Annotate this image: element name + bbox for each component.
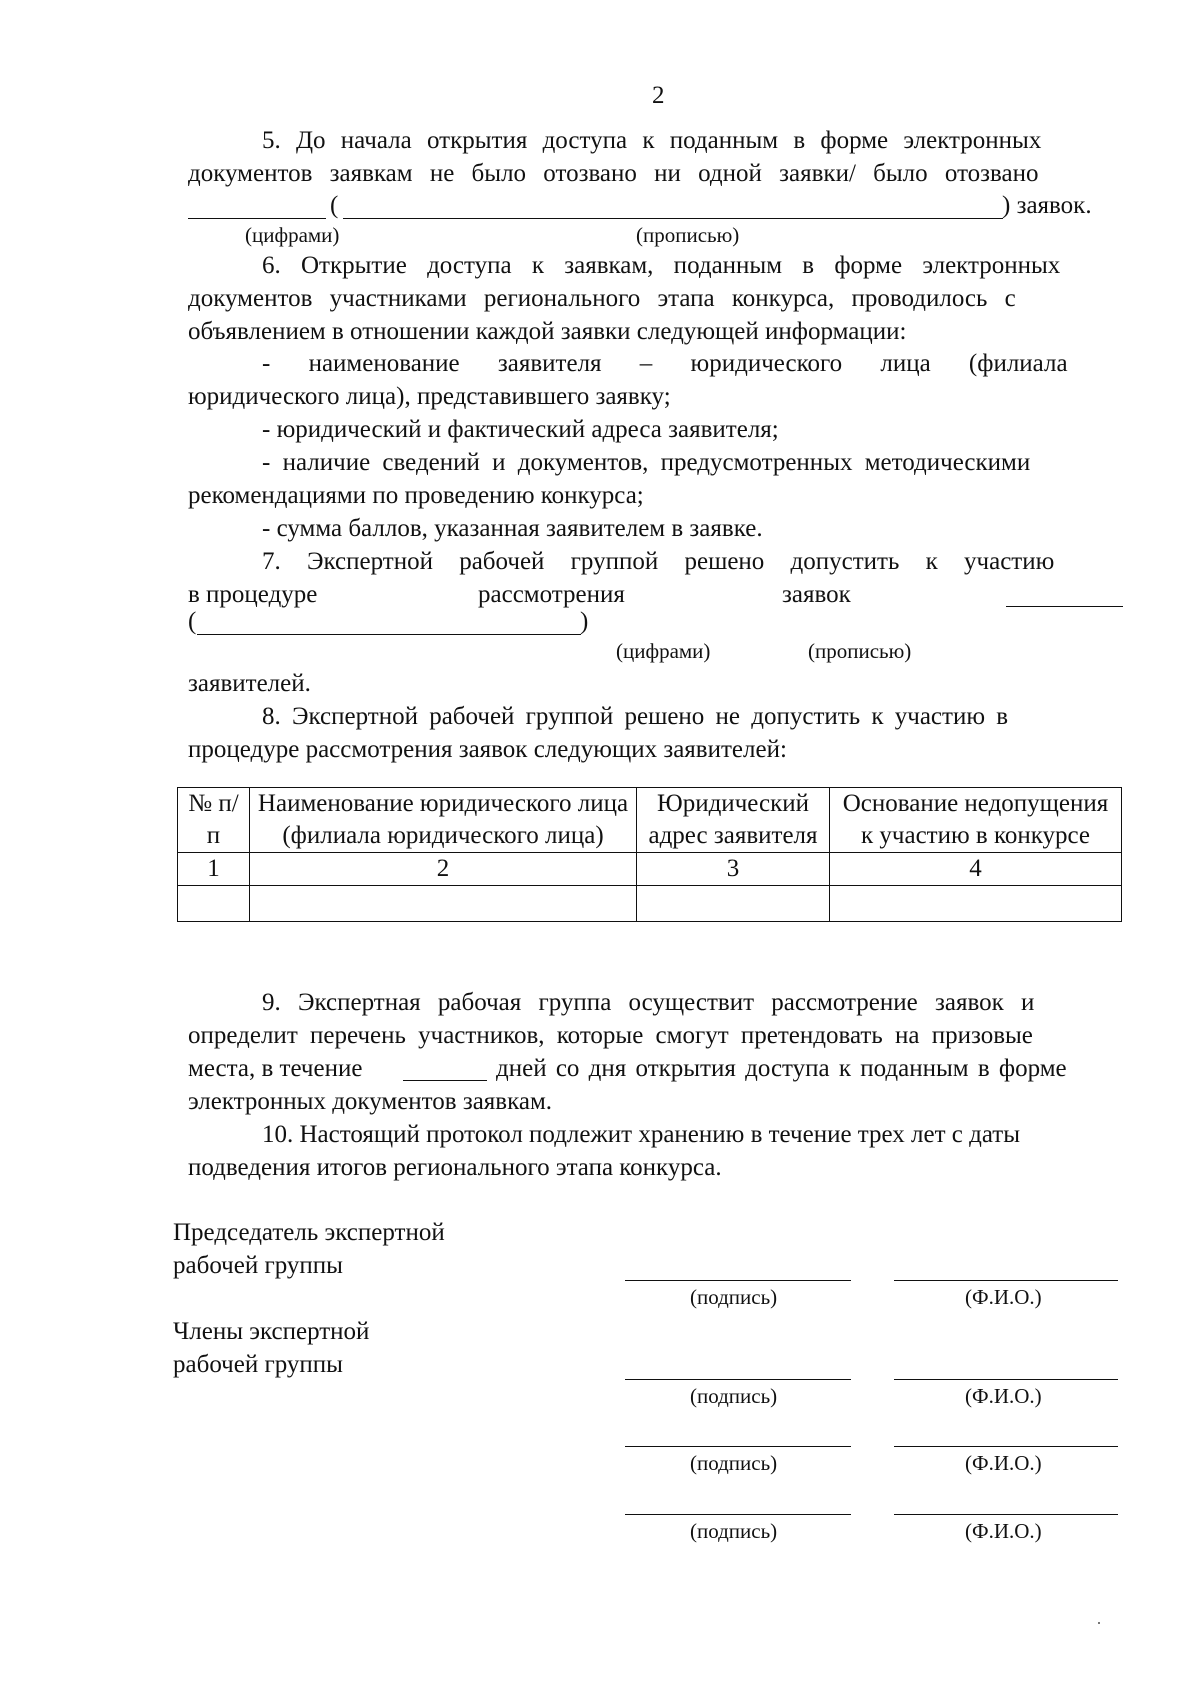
member2-sign-hint: (подпись) (690, 1451, 778, 1475)
table-cell: 4 (830, 853, 1122, 886)
table-row (178, 886, 1122, 922)
chair-name-hint: (Ф.И.О.) (965, 1285, 1042, 1309)
p7-tail: заявителей. (188, 670, 311, 697)
members-label-line1: Члены экспертной (173, 1318, 370, 1345)
p6-bullet3-line2: рекомендациями по проведению конкурса; (188, 482, 644, 509)
table-number-row (178, 853, 1122, 886)
table-header-cell: Наименование юридического лица (филиала юридического лица) (250, 788, 637, 853)
member1-name-hint: (Ф.И.О.) (965, 1384, 1042, 1408)
p5-close-suffix: ) заявок. (1002, 192, 1092, 219)
p9-line1: 9. Экспертная рабочая группа осуществит рассмотрение заявок и (262, 989, 1035, 1016)
p10-line1: 10. Настоящий протокол подлежит хранению в течение трех лет с даты (262, 1121, 1021, 1148)
table-cell (250, 886, 637, 922)
table-header-cell: Основание недопущения к участию в конкурсе (830, 788, 1122, 853)
chair-label-line2: рабочей группы (173, 1252, 343, 1279)
member2-signature-line (625, 1446, 851, 1447)
p6-line2: документов участниками регионального этапа конкурса, проводилось с (188, 285, 1016, 312)
p6-line3: объявлением в отношении каждой заявки следующей информации: (188, 318, 907, 345)
table-header-cell: Юридический адрес заявителя (637, 788, 830, 853)
member1-signature-line (625, 1379, 851, 1380)
p7-blank-words (197, 634, 581, 635)
chair-signature-line (625, 1280, 851, 1281)
p8-line2: процедуре рассмотрения заявок следующих заявителей: (188, 736, 787, 763)
scan-speck (1098, 1622, 1100, 1624)
p5-blank-digits (188, 218, 326, 219)
p7-word-applications: заявок (782, 581, 851, 608)
p7-close-paren: ) (580, 608, 589, 635)
member2-name-hint: (Ф.И.О.) (965, 1451, 1042, 1475)
table-cell (178, 886, 250, 922)
p7-hint-digits: (цифрами) (616, 639, 711, 663)
p7-hint-words: (прописью) (808, 639, 912, 663)
p9-line3-end: дней со дня открытия доступа к поданным в форме (496, 1055, 1067, 1082)
member2-name-line (894, 1446, 1118, 1447)
p9-line4: электронных документов заявкам. (188, 1088, 553, 1115)
p8-line1: 8. Экспертной рабочей группой решено не допустить к участию в (262, 703, 1009, 730)
table-cell: 2 (250, 853, 637, 886)
chair-sign-hint: (подпись) (690, 1285, 778, 1309)
member3-name-hint: (Ф.И.О.) (965, 1519, 1042, 1543)
p9-blank-days (403, 1080, 487, 1081)
p9-line2: определит перечень участников, которые смогут претендовать на призовые (188, 1022, 1033, 1049)
p5-hint-digits: (цифрами) (245, 223, 340, 247)
p6-line1: 6. Открытие доступа к заявкам, поданным в форме электронных (262, 252, 1061, 279)
member3-name-line (894, 1514, 1118, 1515)
p5-open-paren: ( (330, 192, 339, 219)
p10-line2: подведения итогов регионального этапа конкурса. (188, 1154, 722, 1181)
table-header-row (178, 788, 1122, 853)
p5-line2: документов заявкам не было отозвано ни одной заявки/ было отозвано (188, 160, 1039, 187)
table-cell: 3 (637, 853, 830, 886)
p6-bullet4: - сумма баллов, указанная заявителем в заявке. (262, 515, 763, 542)
p7-word-procedure: в процедуре (188, 581, 318, 608)
p5-line1 (262, 127, 1122, 155)
p6-bullet3-line1: - наличие сведений и документов, предусмотренных методическими (262, 449, 1031, 476)
p5-blank-words (343, 218, 1003, 219)
p7-open-paren: ( (188, 608, 197, 635)
p5-line1-text: 5. До начала открытия доступа к поданным в форме электронных (262, 127, 1042, 154)
p7-blank-digits (1006, 606, 1123, 607)
member1-sign-hint: (подпись) (690, 1384, 778, 1408)
table-cell (830, 886, 1122, 922)
member1-name-line (894, 1379, 1118, 1380)
page-number: 2 (652, 82, 665, 109)
rejected-applicants-table (177, 787, 1122, 922)
members-label-line2: рабочей группы (173, 1351, 343, 1378)
p7-word-review: рассмотрения (478, 581, 625, 608)
p6-bullet1-line1: - наименование заявителя – юридического лица (филиала (262, 350, 1068, 377)
p6-bullet2: - юридический и фактический адреса заявителя; (262, 416, 779, 443)
member3-signature-line (625, 1514, 851, 1515)
table-header-cell: № п/п (178, 788, 250, 853)
p9-line3-start: места, в течение (188, 1055, 363, 1082)
chair-label-line1: Председатель экспертной (173, 1219, 445, 1246)
p5-hint-words: (прописью) (636, 223, 740, 247)
p6-bullet1-line2: юридического лица), представившего заявку; (188, 383, 671, 410)
p7-line1: 7. Экспертной рабочей группой решено допустить к участию (262, 548, 1055, 575)
chair-name-line (894, 1280, 1118, 1281)
table-cell (637, 886, 830, 922)
member3-sign-hint: (подпись) (690, 1519, 778, 1543)
table-cell: 1 (178, 853, 250, 886)
